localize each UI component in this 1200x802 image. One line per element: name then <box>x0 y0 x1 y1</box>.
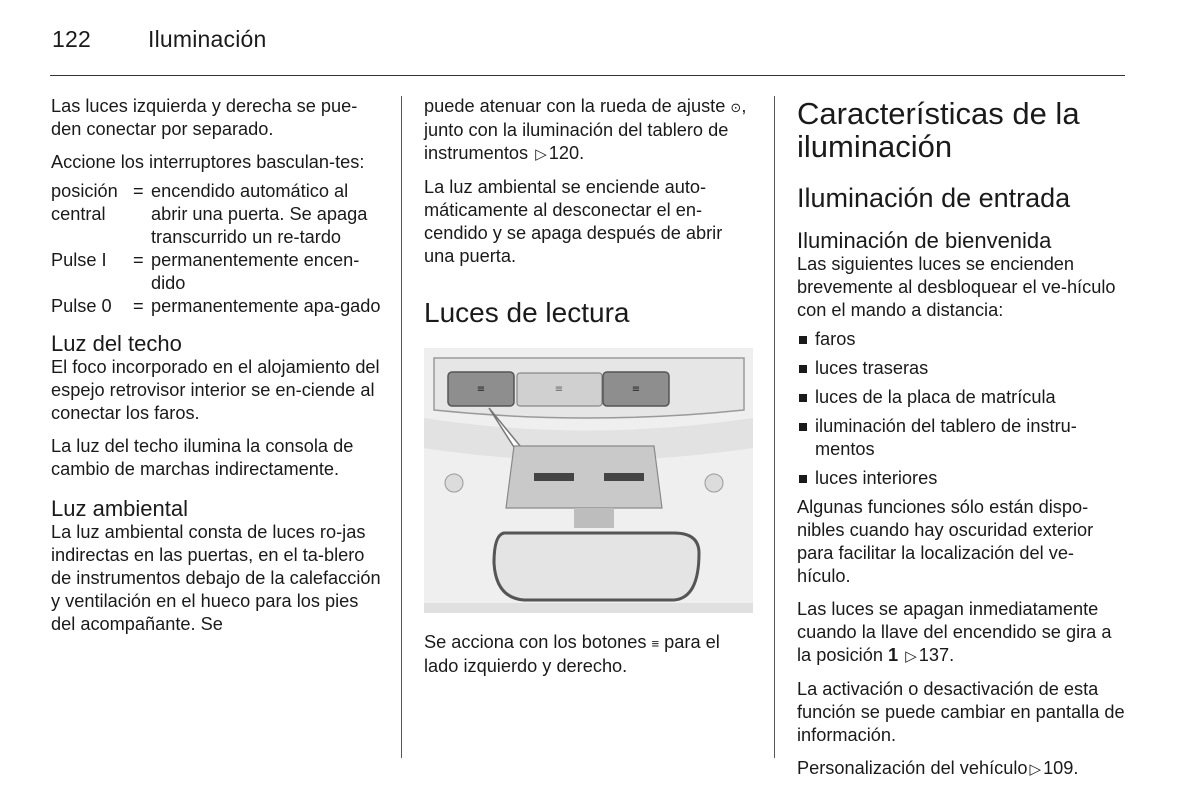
bullet-square-icon <box>799 394 807 402</box>
section-heading-luz-del-techo: Luz del techo <box>51 331 182 356</box>
paragraph <box>797 757 1127 781</box>
crossref-arrow-icon: ▷ <box>905 648 917 665</box>
reading-lights-figure <box>424 348 753 613</box>
page-number: 122 <box>52 26 91 52</box>
definition-value: permanentemente apa-gado <box>151 296 381 316</box>
paragraph <box>424 95 756 166</box>
page-header <box>52 26 267 53</box>
list-item <box>797 357 1127 380</box>
page-ref: 120. <box>548 143 585 163</box>
svg-text:≡: ≡ <box>554 384 564 395</box>
text: para el lado izquierdo y derecho. <box>424 632 720 676</box>
crossref-arrow-icon: ▷ <box>535 146 547 163</box>
list-item-label: luces de la placa de matrícula <box>815 387 1056 407</box>
definition-row <box>51 295 383 318</box>
definition-value: encendido automático al abrir una puerta. Se apaga transcurrido un re-tardo <box>151 181 368 247</box>
page-ref: 109. <box>1043 758 1079 778</box>
paragraph: Accione los interruptores basculan-tes: <box>51 152 365 172</box>
list-item <box>797 386 1127 409</box>
chapter-heading: Características de la iluminación <box>797 96 1080 164</box>
bullet-square-icon <box>799 475 807 483</box>
subsection-heading-iluminacion-de-bienvenida: Iluminación de bienvenida <box>797 228 1052 253</box>
text: , junto con la iluminación del tablero de instrumentos <box>424 96 747 163</box>
paragraph: La luz ambiental consta de luces ro-jas indirectas en las puertas, en el ta-blero de instrumentos debajo de la calefacción y ventilación en el hueco para los pies del acompañante. Se <box>51 522 381 634</box>
reading-light-icon: ≡ <box>651 636 660 651</box>
lights-list <box>797 328 1127 490</box>
list-item-label: iluminación del tablero de instru-mentos <box>815 416 1077 459</box>
paragraph: La luz ambiental se enciende auto-máticamente al desconectar el en-cendido y se apaga después de abrir una puerta. <box>424 177 723 266</box>
paragraph <box>797 598 1127 668</box>
section-heading-luces-de-lectura: Luces de lectura <box>424 297 630 328</box>
definition-row <box>51 180 383 249</box>
svg-text:≡: ≡ <box>631 384 641 395</box>
header-rule <box>50 75 1125 76</box>
crossref-arrow-icon: ▷ <box>1029 761 1042 778</box>
reading-lights-illustration <box>424 348 753 613</box>
switch-positions-table <box>51 180 383 318</box>
definition-equals: = <box>133 181 144 201</box>
text: Se acciona con los botones <box>424 632 647 652</box>
text: puede atenuar con la rueda de ajuste <box>424 96 726 116</box>
paragraph: Algunas funciones sólo están dispo-nibles cuando hay oscuridad exterior para facilitar la localización del ve-hículo. <box>797 497 1094 586</box>
definition-key: Pulse 0 <box>51 296 112 316</box>
column-1 <box>51 95 383 646</box>
section-heading-luz-ambiental: Luz ambiental <box>51 496 188 521</box>
bullet-square-icon <box>799 336 807 344</box>
text: Personalización del vehículo <box>797 758 1028 778</box>
bullet-square-icon <box>799 365 807 373</box>
page-ref: 137. <box>918 645 955 665</box>
column-divider-1 <box>401 96 402 758</box>
key-position: 1 <box>888 645 899 665</box>
definition-value: permanentemente encen-dido <box>151 250 360 293</box>
definition-equals: = <box>133 296 144 316</box>
list-item <box>797 328 1127 351</box>
paragraph: La luz del techo ilumina la consola de cambio de marchas indirectamente. <box>51 436 354 479</box>
page-title: Iluminación <box>148 26 267 52</box>
list-item-label: luces traseras <box>815 358 929 378</box>
paragraph: Las siguientes luces se encienden brevemente al desbloquear el ve-hículo con el mando a distancia: <box>797 254 1116 320</box>
list-item-label: faros <box>815 329 856 349</box>
list-item <box>797 415 1127 461</box>
dimmer-wheel-icon: ⊙ <box>730 100 742 115</box>
paragraph: La activación o desactivación de esta función se puede cambiar en pantalla de información. <box>797 679 1125 745</box>
list-item <box>797 467 1127 490</box>
text: Las luces se apagan inmediatamente cuando la llave del encendido se gira a la posición <box>797 599 1112 665</box>
definition-row <box>51 249 383 295</box>
bullet-square-icon <box>799 423 807 431</box>
figure-caption <box>424 631 756 678</box>
column-3 <box>797 95 1127 791</box>
definition-key: Pulse I <box>51 250 107 270</box>
definition-key: posición central <box>51 181 118 224</box>
column-divider-2 <box>774 96 775 758</box>
list-item-label: luces interiores <box>815 468 938 488</box>
section-heading-iluminacion-de-entrada: Iluminación de entrada <box>797 183 1071 213</box>
paragraph: El foco incorporado en el alojamiento del espejo retrovisor interior se en-ciende al conectar los faros. <box>51 357 380 423</box>
paragraph: Las luces izquierda y derecha se pue-den conectar por separado. <box>51 96 358 139</box>
definition-equals: = <box>133 250 144 270</box>
svg-text:≡: ≡ <box>476 384 486 395</box>
column-2 <box>424 95 756 688</box>
